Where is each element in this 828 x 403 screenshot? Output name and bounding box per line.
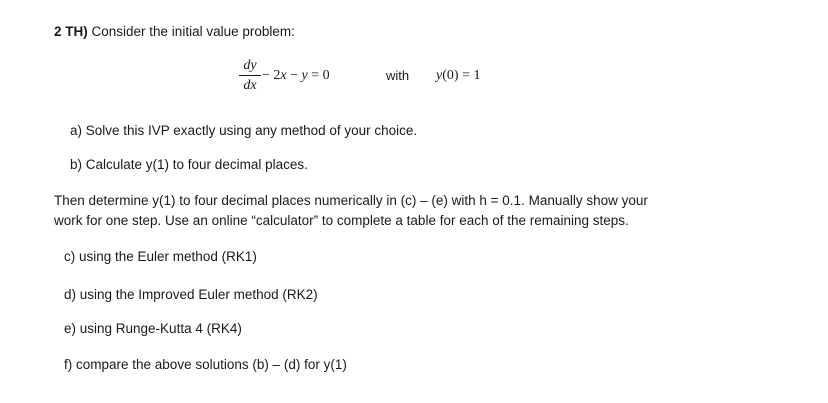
fraction-denominator: dx — [243, 78, 257, 93]
instruction-line-1: Then determine y(1) to four decimal places numerically in (c) – (e) with h = 0.1. Manually show your — [54, 193, 648, 208]
term-minus: − — [286, 68, 302, 83]
part-d: d) using the Improved Euler method (RK2) — [64, 287, 318, 302]
fraction-bar — [239, 75, 261, 76]
problem-number: 2 TH) — [54, 24, 88, 39]
term-y: y — [301, 68, 308, 83]
problem-heading — [54, 24, 295, 40]
part-b: b) Calculate y(1) to four decimal places. — [70, 157, 308, 172]
ic-y: y — [436, 68, 443, 83]
part-c: c) using the Euler method (RK1) — [64, 249, 257, 264]
term-minus-2: − 2 — [262, 68, 281, 83]
fraction-numerator: dy — [243, 58, 257, 73]
part-a: a) Solve this IVP exactly using any method of your choice. — [70, 123, 418, 138]
part-e: e) using Runge-Kutta 4 (RK4) — [64, 321, 242, 336]
term-equals-zero: = 0 — [307, 68, 330, 83]
ic-value: (0) = 1 — [442, 68, 481, 83]
problem-intro: Consider the initial value problem: — [91, 24, 295, 39]
term-x: x — [280, 68, 287, 83]
initial-condition — [436, 68, 480, 84]
part-f: f) compare the above solutions (b) – (d) for y(1) — [64, 357, 347, 372]
with-word: with — [386, 68, 410, 83]
equation-terms — [262, 68, 330, 84]
instruction-line-2: work for one step. Use an online “calculator” to complete a table for each of the remaining steps. — [54, 213, 629, 228]
